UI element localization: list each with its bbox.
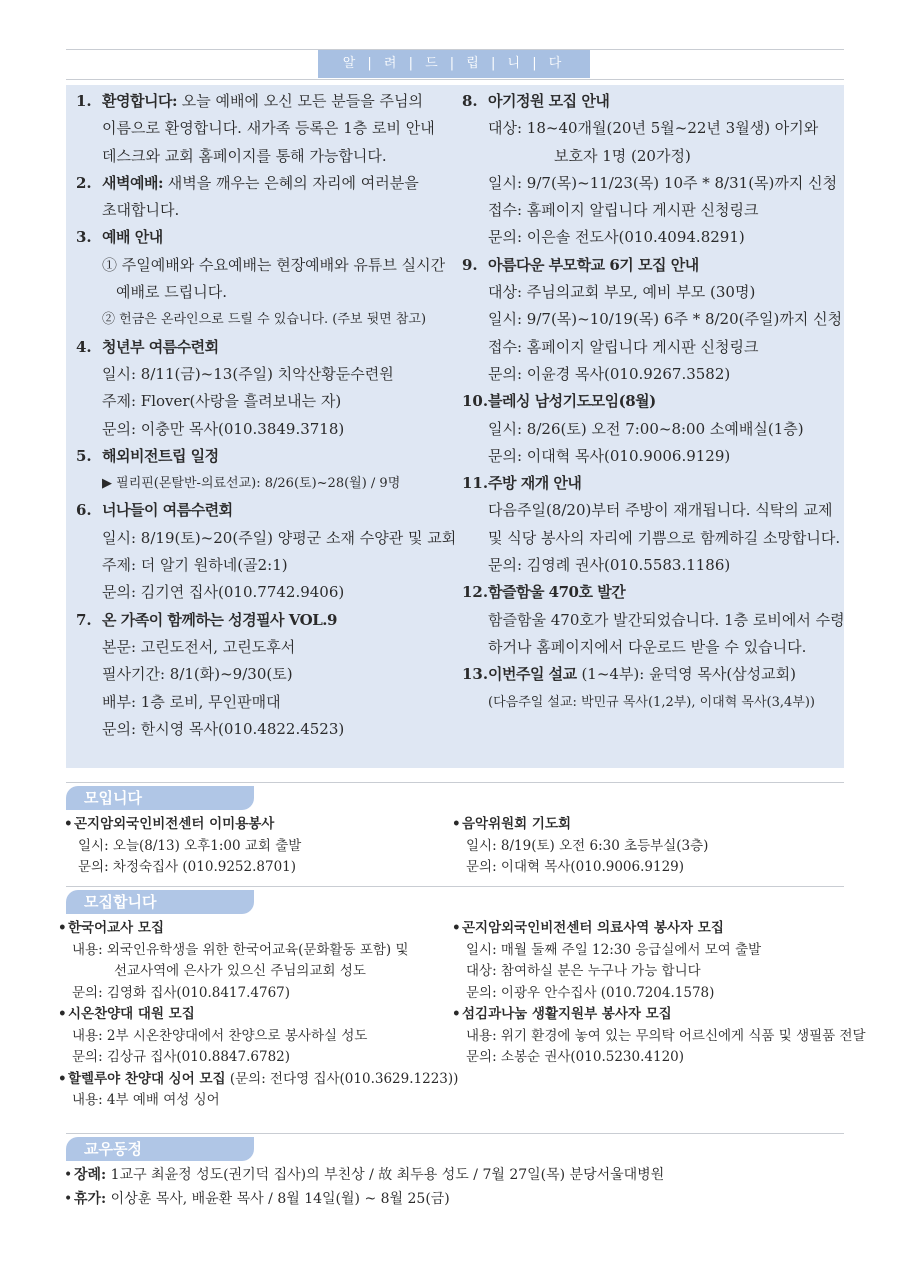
notice-line: 데스크와 교회 홈페이지를 통해 가능합니다. xyxy=(102,146,387,165)
notice-item xyxy=(76,170,456,225)
page-title: 알 | 려 | 드 | 립 | 니 | 다 xyxy=(318,50,590,78)
notice-title: 함즐함울 470호 발간 xyxy=(488,583,626,602)
notice-line: 예배로 드립니다. xyxy=(116,283,227,302)
mojip-title-text: 섬김과나눔 생활지원부 봉사자 모집 xyxy=(462,1006,672,1022)
mojip-item-title xyxy=(58,918,450,940)
mojip-divider xyxy=(66,886,844,887)
notice-number: 5. xyxy=(76,446,92,465)
notice-item xyxy=(76,607,456,743)
notice-title: 아름다운 부모학교 6기 모집 안내 xyxy=(488,255,699,274)
notice-heading xyxy=(76,497,456,524)
notice-line: 문의: 이은솔 전도사(010.4094.8291) xyxy=(488,228,745,247)
notice-heading xyxy=(76,443,456,470)
notice-item xyxy=(76,497,456,606)
notice-line: 본문: 고린도전서, 고린도후서 xyxy=(102,637,296,656)
notice-number: 10. xyxy=(462,392,489,411)
notice-item xyxy=(462,470,842,579)
notice-line: 일시: 8/11(금)~13(주일) 치악산황둔수련원 xyxy=(102,364,394,383)
notice-heading xyxy=(76,334,456,361)
mojip-item-title xyxy=(452,918,844,940)
notice-line: ▶ 필리핀(몬탈반-의료선교): 8/26(토)~28(월) / 9명 xyxy=(102,476,401,492)
moim-right-title: 음악위원회 기도회 xyxy=(462,816,572,832)
mojip-line: 내용: 4부 예배 여성 싱어 xyxy=(72,1092,220,1108)
kyowoo-label: 장례: xyxy=(74,1167,107,1183)
mojip-left xyxy=(58,918,459,1112)
notice-heading xyxy=(76,88,456,115)
notice-title: 온 가족이 함께하는 성경필사 VOL.9 xyxy=(102,610,337,629)
moim-right-line: 일시: 8/19(토) 오전 6:30 초등부실(3층) xyxy=(466,837,709,854)
notice-item xyxy=(462,579,845,661)
notice-line: 초대합니다. xyxy=(102,201,180,220)
notice-line: 하거나 홈페이지에서 다운로드 받을 수 있습니다. xyxy=(488,637,807,656)
notice-item xyxy=(76,224,456,333)
notice-heading xyxy=(462,470,842,497)
notice-line: 문의: 김기연 집사(010.7742.9406) xyxy=(102,583,345,602)
kyowoo-label: 휴가: xyxy=(74,1191,107,1207)
notice-inline-text: 새벽을 깨우는 은혜의 자리에 여러분을 xyxy=(163,173,419,192)
mojip-line: 내용: 외국인유학생을 위한 한국어교육(문화활동 포함) 및 xyxy=(72,941,409,958)
mojip-right xyxy=(452,918,866,1069)
notice-line: 및 식당 봉사의 자리에 기쁨으로 함께하길 소망합니다. xyxy=(488,528,841,547)
mojip-title-text: 할렐루야 찬양대 싱어 모집 xyxy=(68,1070,226,1087)
moim-right-line: 문의: 이대혁 목사(010.9006.9129) xyxy=(466,859,685,875)
mojip-line: 내용: 위기 환경에 놓여 있는 무의탁 어르신에게 식품 및 생필품 전달 xyxy=(466,1027,866,1044)
notice-title: 청년부 여름수련회 xyxy=(102,337,219,356)
kyowoo-item xyxy=(64,1187,844,1211)
mojip-title-text: 곤지암외국인비전센터 의료사역 봉사자 모집 xyxy=(462,920,724,936)
notice-heading xyxy=(76,224,456,251)
bullet: • xyxy=(58,920,67,936)
kyowoo-list xyxy=(64,1163,844,1211)
notice-inline-text: (1~4부): 윤덕영 목사(삼성교회) xyxy=(576,665,796,684)
moim-right: •음악위원회 기도회 일시: 8/19(토) 오전 6:30 초등부실(3층) 문의: 이대혁 목사(010.9006.9129) xyxy=(452,814,844,879)
mojip-title-extra: (문의: 전다영 집사(010.3629.1223)) xyxy=(225,1070,459,1087)
notice-heading xyxy=(462,579,842,606)
notice-line: 문의: 이대혁 목사(010.9006.9129) xyxy=(488,446,731,465)
mojip-tab: 모집합니다 xyxy=(66,890,254,914)
moim-left: •곤지암외국인비전센터 이미용봉사 일시: 오늘(8/13) 오후1:00 교회 출발 문의: 차정숙집사 (010.9252.8701) xyxy=(64,814,444,879)
notice-line: 함즐함울 470호가 발간되었습니다. 1층 로비에서 수령 xyxy=(488,610,845,629)
notice-line: 문의: 이윤경 목사(010.9267.3582) xyxy=(488,364,731,383)
notice-title: 주방 재개 안내 xyxy=(488,474,582,493)
notice-heading xyxy=(462,388,842,415)
moim-left-line: 일시: 오늘(8/13) 오후1:00 교회 출발 xyxy=(78,837,302,854)
mojip-line: 문의: 김상규 집사(010.8847.6782) xyxy=(72,1049,291,1065)
mojip-line: 문의: 이광우 안수집사 (010.7204.1578) xyxy=(466,984,715,1001)
mojip-line: 내용: 2부 시온찬양대에서 찬양으로 봉사하실 성도 xyxy=(72,1027,368,1044)
notice-item xyxy=(462,388,842,470)
mojip-item-title xyxy=(452,1004,844,1026)
notice-title: 블레싱 남성기도모임(8월) xyxy=(488,392,656,411)
notice-item xyxy=(462,88,842,252)
notice-title: 새벽예배: xyxy=(102,173,163,192)
notice-number: 4. xyxy=(76,337,92,356)
notice-line: 일시: 8/19(토)~20(주일) 양평군 소재 수양관 및 교회 xyxy=(102,528,457,547)
mojip-line: 문의: 소봉순 권사(010.5230.4120) xyxy=(466,1049,685,1065)
notice-inline-text: 오늘 예배에 오신 모든 분들을 주님의 xyxy=(177,92,423,110)
notice-line: 문의: 김영례 권사(010.5583.1186) xyxy=(488,556,731,575)
mojip-item-title xyxy=(58,1004,450,1026)
notice-number: 8. xyxy=(462,92,478,110)
kyowoo-text: 1교구 최윤정 성도(권기덕 집사)의 부친상 / 故 최두용 성도 / 7월 27일(목) 분당서울대병원 xyxy=(106,1167,665,1183)
notice-heading xyxy=(462,88,842,115)
notice-line: 문의: 한시영 목사(010.4822.4523) xyxy=(102,719,345,738)
kyowoo-text: 이상훈 목사, 배윤환 목사 / 8월 14일(월) ~ 8월 25(금) xyxy=(106,1191,450,1207)
notice-number: 6. xyxy=(76,501,92,520)
notice-item xyxy=(76,334,456,443)
notice-line: 이름으로 환영합니다. 새가족 등록은 1층 로비 안내 xyxy=(102,119,435,138)
title-underline xyxy=(66,79,844,80)
notice-line: 문의: 이충만 목사(010.3849.3718) xyxy=(102,419,345,438)
notice-item xyxy=(76,88,456,170)
notice-number: 7. xyxy=(76,610,92,629)
notices-right-column xyxy=(462,88,845,716)
notice-line: 접수: 홈페이지 알립니다 게시판 신청링크 xyxy=(488,337,759,356)
notice-number: 3. xyxy=(76,228,92,247)
kyowoo-divider xyxy=(66,1133,844,1134)
mojip-item-title xyxy=(58,1069,459,1091)
notice-number: 11. xyxy=(462,474,489,493)
notice-line: 보호자 1명 (20가정) xyxy=(554,146,691,165)
notices-left-column xyxy=(76,88,456,743)
notice-line: ① 주일예배와 수요예배는 현장예배와 유튜브 실시간 xyxy=(102,255,446,274)
bullet: • xyxy=(58,1006,67,1022)
moim-divider xyxy=(66,782,844,783)
notice-heading xyxy=(76,607,456,634)
mojip-line: 대상: 참여하실 분은 누구나 가능 합니다 xyxy=(466,963,701,979)
notice-item xyxy=(462,252,842,388)
notice-line: 필사기간: 8/1(화)~9/30(토) xyxy=(102,665,293,684)
notice-title: 환영합니다: xyxy=(102,92,177,110)
bullet: • xyxy=(64,1191,73,1207)
mojip-line: 일시: 매월 둘째 주일 12:30 응급실에서 모여 출발 xyxy=(466,941,762,958)
notice-line: 대상: 18~40개월(20년 5월~22년 3월생) 아기와 xyxy=(488,119,819,138)
notice-line: 접수: 홈페이지 알립니다 게시판 신청링크 xyxy=(488,201,759,220)
notice-number: 12. xyxy=(462,583,489,602)
moim-tab: 모입니다 xyxy=(66,786,254,810)
notice-number: 2. xyxy=(76,173,92,192)
notice-line: 일시: 9/7(목)~11/23(목) 10주 * 8/31(목)까지 신청 xyxy=(488,173,838,192)
notice-line: 일시: 9/7(목)~10/19(목) 6주 * 8/20(주일)까지 신청 xyxy=(488,310,843,329)
notice-line: (다음주일 설교: 박민규 목사(1,2부), 이대혁 목사(3,4부)) xyxy=(488,694,815,710)
bullet: • xyxy=(452,1006,461,1022)
notice-title: 너나들이 여름수련회 xyxy=(102,501,233,520)
notice-heading xyxy=(76,170,456,197)
notice-line: 대상: 주님의교회 부모, 예비 부모 (30명) xyxy=(488,283,756,302)
kyowoo-tab: 교우동정 xyxy=(66,1137,254,1161)
kyowoo-item xyxy=(64,1163,844,1187)
notice-title: 해외비전트립 일정 xyxy=(102,446,219,465)
notice-number: 1. xyxy=(76,92,92,110)
notice-title: 예배 안내 xyxy=(102,228,163,247)
notice-title: 이번주일 설교 xyxy=(488,665,577,684)
notice-number: 9. xyxy=(462,255,478,274)
notice-line: 주제: Flover(사랑을 흘려보내는 자) xyxy=(102,392,342,411)
notice-line: 다음주일(8/20)부터 주방이 재개됩니다. 식탁의 교제 xyxy=(488,501,833,520)
notice-item xyxy=(76,443,456,498)
notice-item xyxy=(462,661,842,716)
mojip-line: 선교사역에 은사가 있으신 주님의교회 성도 xyxy=(114,963,366,979)
moim-left-title: 곤지암외국인비전센터 이미용봉사 xyxy=(74,816,275,832)
notice-line: 배부: 1층 로비, 무인판매대 xyxy=(102,692,281,711)
mojip-title-text: 시온찬양대 대원 모집 xyxy=(68,1006,195,1022)
notice-heading xyxy=(462,661,842,688)
bullet: • xyxy=(58,1070,67,1087)
notice-number: 13. xyxy=(462,665,489,684)
bullet: • xyxy=(452,920,461,936)
mojip-line: 문의: 김영화 집사(010.8417.4767) xyxy=(72,984,291,1001)
mojip-title-text: 한국어교사 모집 xyxy=(68,920,164,936)
notice-title: 아기정원 모집 안내 xyxy=(488,92,610,110)
notice-line: 주제: 더 알기 원하네(골2:1) xyxy=(102,556,288,575)
notice-line: ② 헌금은 온라인으로 드릴 수 있습니다. (주보 뒷면 참고) xyxy=(102,312,427,328)
bullet: • xyxy=(64,1167,73,1183)
notice-heading xyxy=(462,252,842,279)
notice-line: 일시: 8/26(토) 오전 7:00~8:00 소예배실(1층) xyxy=(488,419,804,438)
moim-left-line: 문의: 차정숙집사 (010.9252.8701) xyxy=(78,859,297,875)
